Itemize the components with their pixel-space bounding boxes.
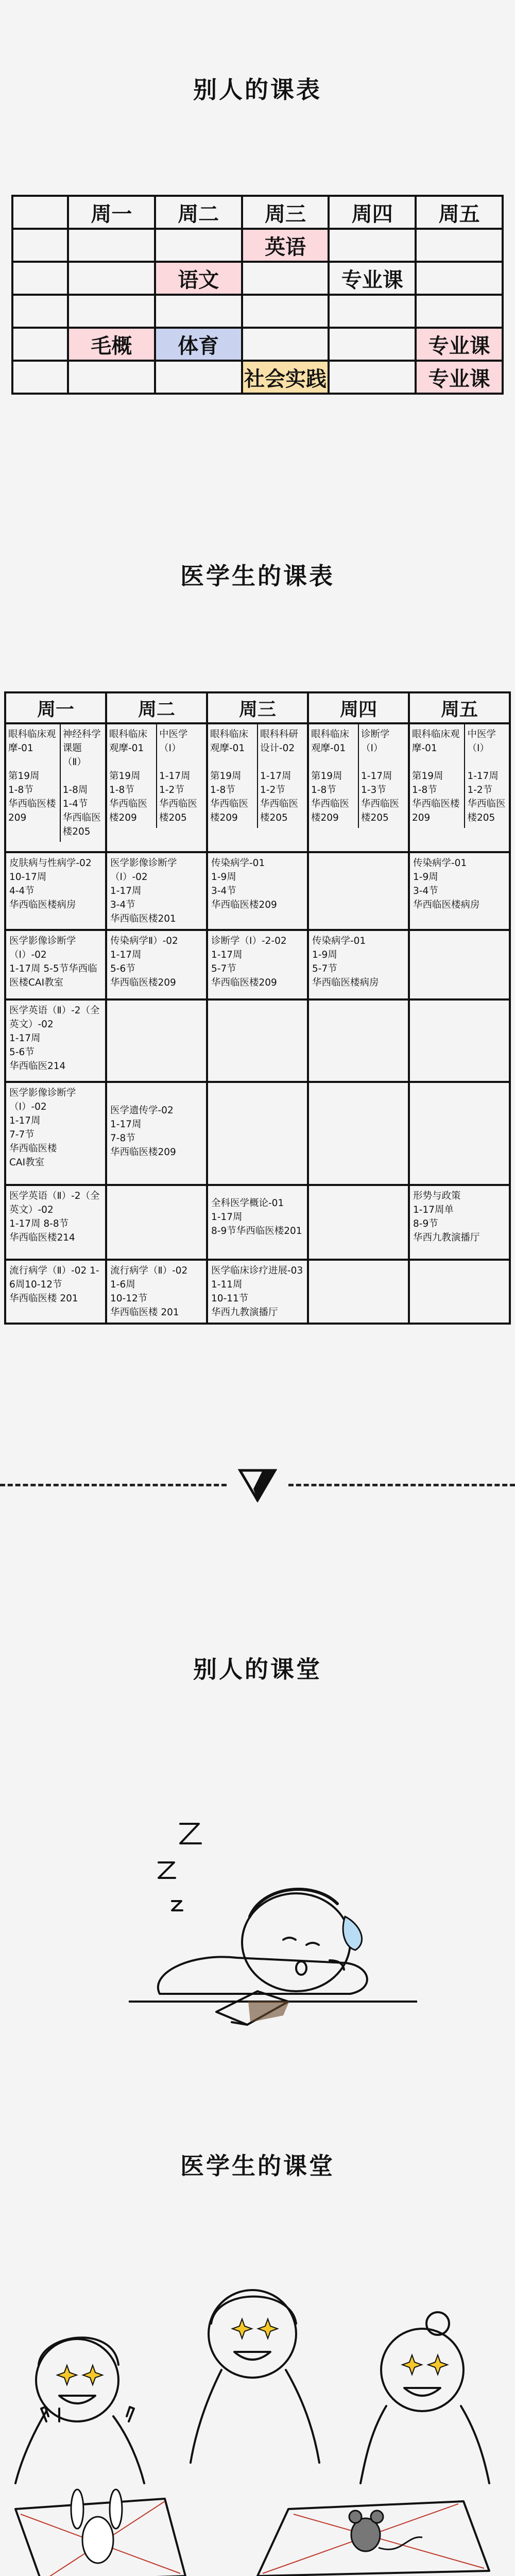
med-schedule-title: 医学生的课表 [180,562,335,590]
others-schedule-title: 别人的课表 [193,76,322,104]
course-cell [207,999,308,1082]
course-cell [409,999,510,1082]
med-class-title: 医学生的课堂 [180,2152,335,2180]
divider-right [288,1484,515,1486]
table-row [12,361,503,394]
excited-students-illustration [10,2267,505,2576]
course-cell: 诊断学（Ⅰ）-2-02 1-17周 5-7节 华西临医楼209 [207,930,308,999]
day-header: 周五 [416,196,503,229]
course-cell: 语文 [155,262,242,295]
course-cell [308,999,409,1082]
others-class-title: 别人的课堂 [193,1655,322,1683]
course-cell: 流行病学（Ⅱ）-02 1-6周10-12节 华西临医楼 201 [5,1260,106,1324]
day-header: 周一 [5,692,106,723]
table-row [12,229,503,262]
course-cell: 皮肤病与性病学-02 10-17周 4-4节 华西临医楼病房 [5,852,106,930]
course-cell [409,1260,510,1324]
course-cell [308,852,409,930]
course-cell: 传染病学-01 1-9周 5-7节 华西临医楼病房 [308,930,409,999]
course-cell: 医学英语（Ⅱ）-2（全英文）-02 1-17周 5-6节 华西临医214 [5,999,106,1082]
day-header: 周五 [409,692,510,723]
course-cell [308,1082,409,1185]
course-cell: 眼科临床观摩-01 第19周 1-8节 华西临医楼209 诊断学（Ⅰ） 1-17周 1-3节 华西临医楼205 [308,723,409,852]
course-cell: 毛概 [68,328,155,361]
course-cell: 流行病学（Ⅱ）-02 1-6周 10-12节 华西临医楼 201 [106,1260,207,1324]
course-cell [308,1260,409,1324]
course-cell: 医学临床诊疗进展-03 1-11周 10-11节 华西九教演播厅 [207,1260,308,1324]
table-row [5,1260,510,1324]
day-header: 周四 [308,692,409,723]
course-cell [106,1185,207,1260]
course-cell: 医学遗传学-02 1-17周 7-8节 华西临医楼209 [106,1082,207,1185]
course-cell [207,1082,308,1185]
others-schedule-table [11,195,504,395]
table-row [12,262,503,295]
table-header-row [5,692,510,723]
day-header: 周二 [155,196,242,229]
course-cell: 体育 [155,328,242,361]
course-cell: 传染病学Ⅱ）-02 1-17周 5-6节 华西临医楼209 [106,930,207,999]
table-row [12,328,503,361]
course-cell: 医学影像诊断学（Ⅰ）-02 1-17周 3-4节 华西临医楼201 [106,852,207,930]
day-header: 周二 [106,692,207,723]
course-cell: 医学影像诊断学（Ⅰ）-02 1-17周 7-7节 华西临医楼 CAI教室 [5,1082,106,1185]
table-row [12,295,503,328]
course-cell: 医学影像诊断学（Ⅰ）-02 1-17周 5-5节华西临医楼CAI教室 [5,930,106,999]
triangle-divider-icon [238,1468,277,1502]
course-cell [409,1082,510,1185]
course-cell: 形势与政策 1-17周单 8-9节 华西九教演播厅 [409,1185,510,1260]
table-corner-cell [12,196,68,229]
course-cell: 传染病学-01 1-9周 3-4节 华西临医楼病房 [409,852,510,930]
table-row [5,930,510,999]
table-row [5,723,510,852]
sleeping-student-illustration [129,1814,417,2030]
course-cell: 眼科临床观摩-01 第19周 1-8节 华西临医楼209 眼科科研设计-02 1-17周 1-2节 华西临医楼205 [207,723,308,852]
course-cell [409,930,510,999]
day-header: 周四 [329,196,416,229]
day-header: 周三 [207,692,308,723]
course-cell: 眼科临床观摩-01 第19周 1-8节 华西临医楼209 中医学（Ⅰ） 1-17周 1-2节 华西临医楼205 [409,723,510,852]
table-row [5,852,510,930]
course-cell: 专业课 [329,262,416,295]
med-schedule-table [4,691,511,1325]
course-cell [106,999,207,1082]
day-header: 周三 [242,196,329,229]
divider-left [0,1484,227,1486]
course-cell: 医学英语（Ⅱ）-2（全英文）-02 1-17周 8-8节 华西临医楼214 [5,1185,106,1260]
course-cell: 眼科临床观摩-01 第19周 1-8节 华西临医楼209 中医学（Ⅰ） 1-17周 1-2节 华西临医楼205 [106,723,207,852]
course-cell: 专业课 [416,328,503,361]
course-cell [308,1185,409,1260]
course-cell: 社会实践 [242,361,329,394]
course-cell: 英语 [242,229,329,262]
table-row [5,999,510,1082]
course-cell: 眼科临床观摩-01 第19周 1-8节 华西临医楼209 神经科学课题（Ⅱ） 1-8周 1-4节 华西临医楼205 [5,723,106,852]
day-header: 周一 [68,196,155,229]
course-cell: 全科医学概论-01 1-17周 8-9节华西临医楼201 [207,1185,308,1260]
course-cell: 传染病学-01 1-9周 3-4节 华西临医楼209 [207,852,308,930]
table-row [5,1082,510,1185]
course-cell: 专业课 [416,361,503,394]
table-row [5,1185,510,1260]
table-header-row [12,196,503,229]
